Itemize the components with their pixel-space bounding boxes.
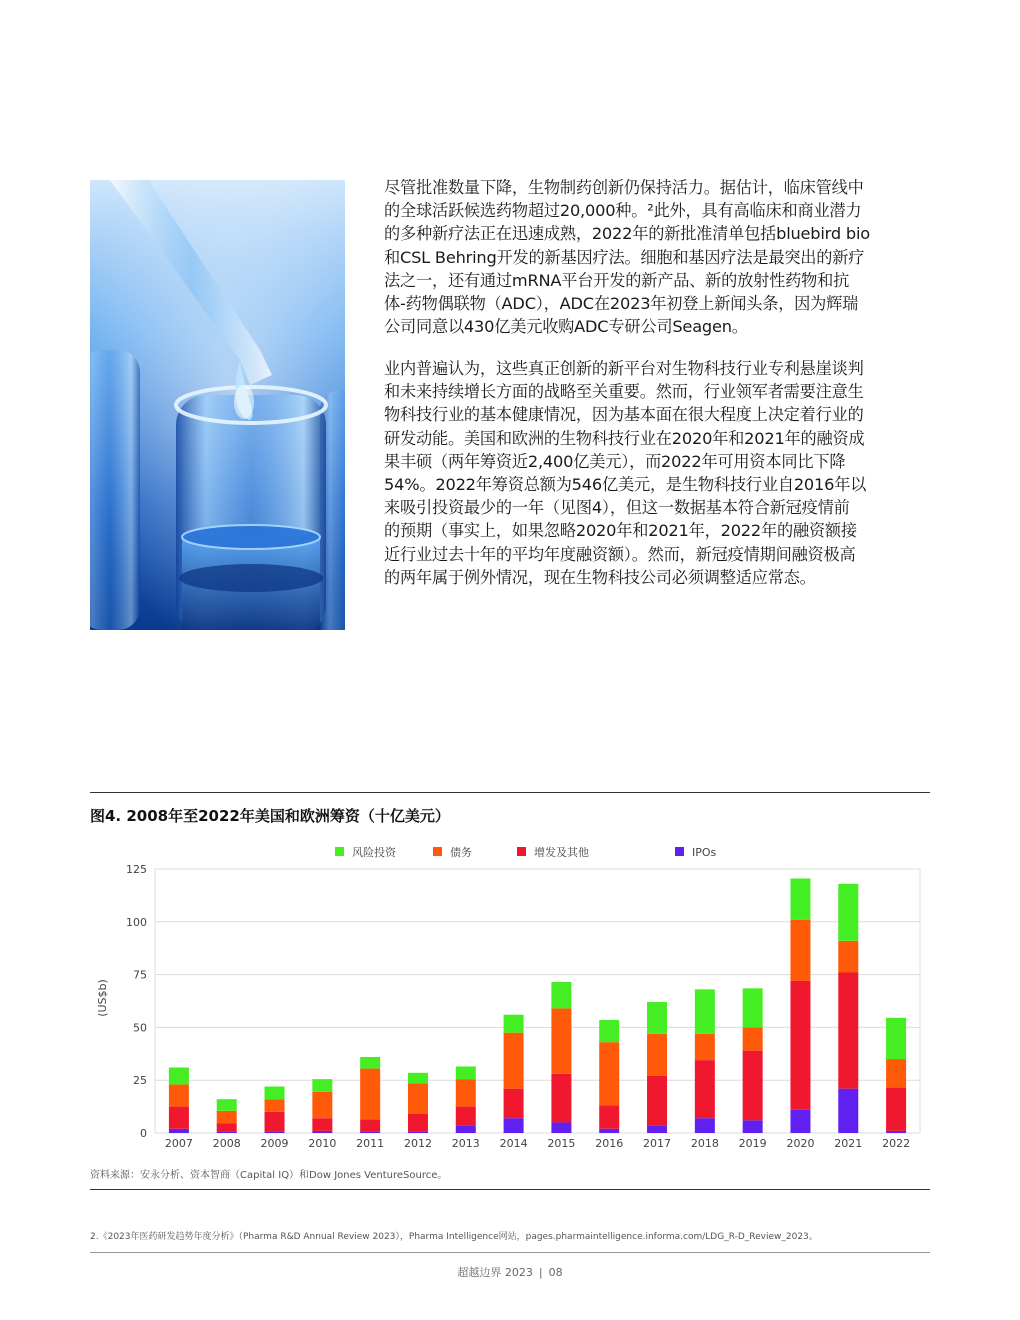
bar-segment	[647, 1002, 667, 1034]
y-tick-label: 100	[126, 915, 147, 929]
body-paragraph-1	[384, 176, 930, 338]
legend-swatch	[335, 847, 344, 856]
y-tick-label: 50	[133, 1021, 147, 1035]
x-tick-label: 2014	[499, 1137, 528, 1150]
text-line: 和未来持续增长方面的战略至关重要。然而，行业领军者需要注意生	[384, 382, 864, 402]
bar-segment	[504, 1033, 524, 1089]
bar-segment	[408, 1114, 428, 1132]
y-tick-label: 25	[133, 1074, 147, 1088]
bar-segment	[456, 1066, 476, 1079]
bar-segment	[312, 1079, 332, 1092]
bar-segment	[217, 1123, 237, 1131]
y-tick-label: 75	[133, 968, 147, 982]
bar-segment	[695, 1118, 715, 1133]
bar-segment	[551, 1122, 571, 1133]
bar-segment	[456, 1107, 476, 1126]
bar-segment	[647, 1076, 667, 1126]
bar-segment	[599, 1020, 619, 1042]
x-tick-label: 2016	[595, 1137, 624, 1150]
legend-swatch	[675, 847, 684, 856]
bar-segment	[838, 972, 858, 1088]
x-tick-label: 2009	[260, 1137, 289, 1150]
bar-segment	[551, 1074, 571, 1123]
bar-segment	[169, 1084, 189, 1106]
text-line: 和CSL Behring开发的新基因疗法。细胞和基因疗法是最突出的新疗	[384, 247, 865, 267]
x-tick-label: 2007	[164, 1137, 193, 1150]
bar-segment	[695, 1034, 715, 1060]
bar-segment	[312, 1092, 332, 1118]
x-tick-label: 2013	[451, 1137, 480, 1150]
bar-segment	[647, 1126, 667, 1133]
bar-segment	[456, 1079, 476, 1106]
publication-name: 超越边界 2023	[457, 1266, 533, 1279]
legend-label: 债务	[450, 846, 472, 859]
text-line: 近行业过去十年的平均年度融资额）。然而，新冠疫情期间融资极高	[384, 544, 856, 564]
bar-segment	[217, 1099, 237, 1111]
figure-bottom-rule	[90, 1189, 930, 1190]
bar-segment	[265, 1087, 285, 1100]
chart-bars	[169, 879, 906, 1133]
text-line: 法之一，还有通过mRNA平台开发的新产品、新的放射性药物和抗	[384, 270, 850, 290]
x-tick-label: 2021	[834, 1137, 863, 1150]
text-line: 54%。2022年筹资总额为546亿美元，是生物科技行业自2016年以	[384, 475, 867, 495]
bar-segment	[695, 1060, 715, 1118]
bar-segment	[360, 1119, 380, 1132]
bar-segment	[743, 988, 763, 1027]
page-number: 08	[548, 1266, 563, 1279]
bar-segment	[551, 982, 571, 1008]
footer-rule	[90, 1252, 930, 1253]
body-paragraph-2	[384, 357, 930, 589]
bar-segment	[886, 1059, 906, 1088]
x-tick-label: 2012	[403, 1137, 432, 1150]
bar-segment	[265, 1132, 285, 1133]
bar-segment	[838, 941, 858, 973]
funding-chart	[90, 836, 930, 1156]
text-line: 物科技行业的基本健康情况，因为基本面在很大程度上决定着行业的	[384, 405, 864, 425]
text-line: 公司同意以430亿美元收购ADC专研公司Seagen。	[384, 317, 748, 337]
bar-segment	[599, 1129, 619, 1133]
bar-segment	[312, 1118, 332, 1131]
legend-label: 风险投资	[352, 846, 396, 859]
text-line: 的预期（事实上，如果忽略2020年和2021年，2022年的融资额接	[384, 521, 857, 541]
text-line: 的全球活跃候选药物超过20,000种。²此外，具有高临床和商业潜力	[384, 201, 862, 221]
legend-swatch	[433, 847, 442, 856]
text-line: 业内普遍认为，这些真正创新的新平台对生物科技行业专利悬崖谈判	[384, 359, 864, 378]
bar-segment	[838, 1089, 858, 1133]
bar-segment	[599, 1106, 619, 1129]
bar-segment	[360, 1069, 380, 1120]
footer-separator: |	[538, 1266, 543, 1279]
bar-segment	[408, 1083, 428, 1114]
bar-segment	[886, 1088, 906, 1131]
text-line: 体-药物偶联物（ADC），ADC在2023年初登上新闻头条，因为辉瑞	[384, 294, 859, 314]
chart-svg	[90, 836, 930, 1156]
bar-segment	[504, 1118, 524, 1133]
bar-segment	[886, 1018, 906, 1059]
bar-segment	[790, 981, 810, 1110]
text-line: 研发动能。美国和欧洲的生物科技行业在2020年和2021年的融资成	[384, 428, 865, 448]
bar-segment	[217, 1132, 237, 1133]
bar-segment	[790, 920, 810, 981]
bar-segment	[217, 1111, 237, 1124]
text-line: 果丰硕（两年筹资近2,400亿美元），而2022年可用资本同比下降	[384, 451, 846, 471]
bar-segment	[408, 1132, 428, 1133]
bar-segment	[551, 1008, 571, 1073]
bar-segment	[265, 1099, 285, 1112]
figure-source: 资料来源：安永分析、资本智商（Capital IQ）和Dow Jones VentureSource。	[90, 1170, 448, 1181]
bar-segment	[360, 1057, 380, 1069]
bar-segment	[169, 1068, 189, 1085]
bar-segment	[265, 1112, 285, 1132]
x-tick-label: 2017	[643, 1137, 672, 1150]
bar-segment	[504, 1089, 524, 1119]
x-tick-label: 2015	[547, 1137, 576, 1150]
bar-segment	[408, 1073, 428, 1084]
bar-segment	[169, 1107, 189, 1129]
bar-segment	[456, 1126, 476, 1133]
x-tick-label: 2019	[738, 1137, 767, 1150]
x-tick-label: 2020	[786, 1137, 815, 1150]
figure-title: 图4. 2008年至2022年美国和欧洲筹资（十亿美元）	[90, 807, 450, 825]
legend-label: 增发及其他	[534, 846, 589, 859]
bar-segment	[169, 1129, 189, 1133]
bar-segment	[838, 884, 858, 941]
test-tube-photo	[90, 180, 345, 630]
x-tick-label: 2022	[882, 1137, 911, 1150]
bar-segment	[504, 1015, 524, 1033]
text-line: 的两年属于例外情况，现在生物科技公司必须调整适应常态。	[384, 567, 816, 587]
figure-top-rule	[90, 792, 930, 793]
text-line: 尽管批准数量下降，生物制药创新仍保持活力。据估计，临床管线中	[384, 178, 864, 197]
bar-segment	[743, 1120, 763, 1133]
text-line: 的多种新疗法正在迅速成熟，2022年的新批准清单包括bluebird bio	[384, 224, 870, 244]
x-tick-label: 2010	[308, 1137, 337, 1150]
page-footer	[0, 1264, 1020, 1280]
bar-segment	[743, 1051, 763, 1121]
chart-legend	[335, 845, 717, 859]
bar-segment	[312, 1131, 332, 1133]
bar-segment	[599, 1042, 619, 1105]
x-tick-label: 2018	[690, 1137, 719, 1150]
bar-segment	[886, 1131, 906, 1133]
bar-segment	[647, 1034, 667, 1076]
bar-segment	[695, 989, 715, 1033]
bar-segment	[360, 1132, 380, 1133]
y-axis-label: (US$b)	[96, 979, 109, 1017]
bar-segment	[790, 1110, 810, 1133]
x-tick-label: 2011	[356, 1137, 385, 1150]
y-tick-label: 125	[126, 863, 147, 876]
y-tick-label: 0	[140, 1127, 147, 1140]
footnote: 2.《2023年医药研发趋势年度分析》（Pharma R&D Annual Review 2023），Pharma Intelligence网站，pages.pharmaintelligence.informa.com/LDG_R-D_Review_2023。	[90, 1232, 818, 1242]
x-tick-label: 2008	[212, 1137, 241, 1150]
bar-segment	[790, 879, 810, 920]
legend-swatch	[517, 847, 526, 856]
legend-label: IPOs	[692, 846, 717, 859]
text-line: 来吸引投资最少的一年（见图4），但这一数据基本符合新冠疫情前	[384, 498, 850, 518]
bar-segment	[743, 1027, 763, 1050]
